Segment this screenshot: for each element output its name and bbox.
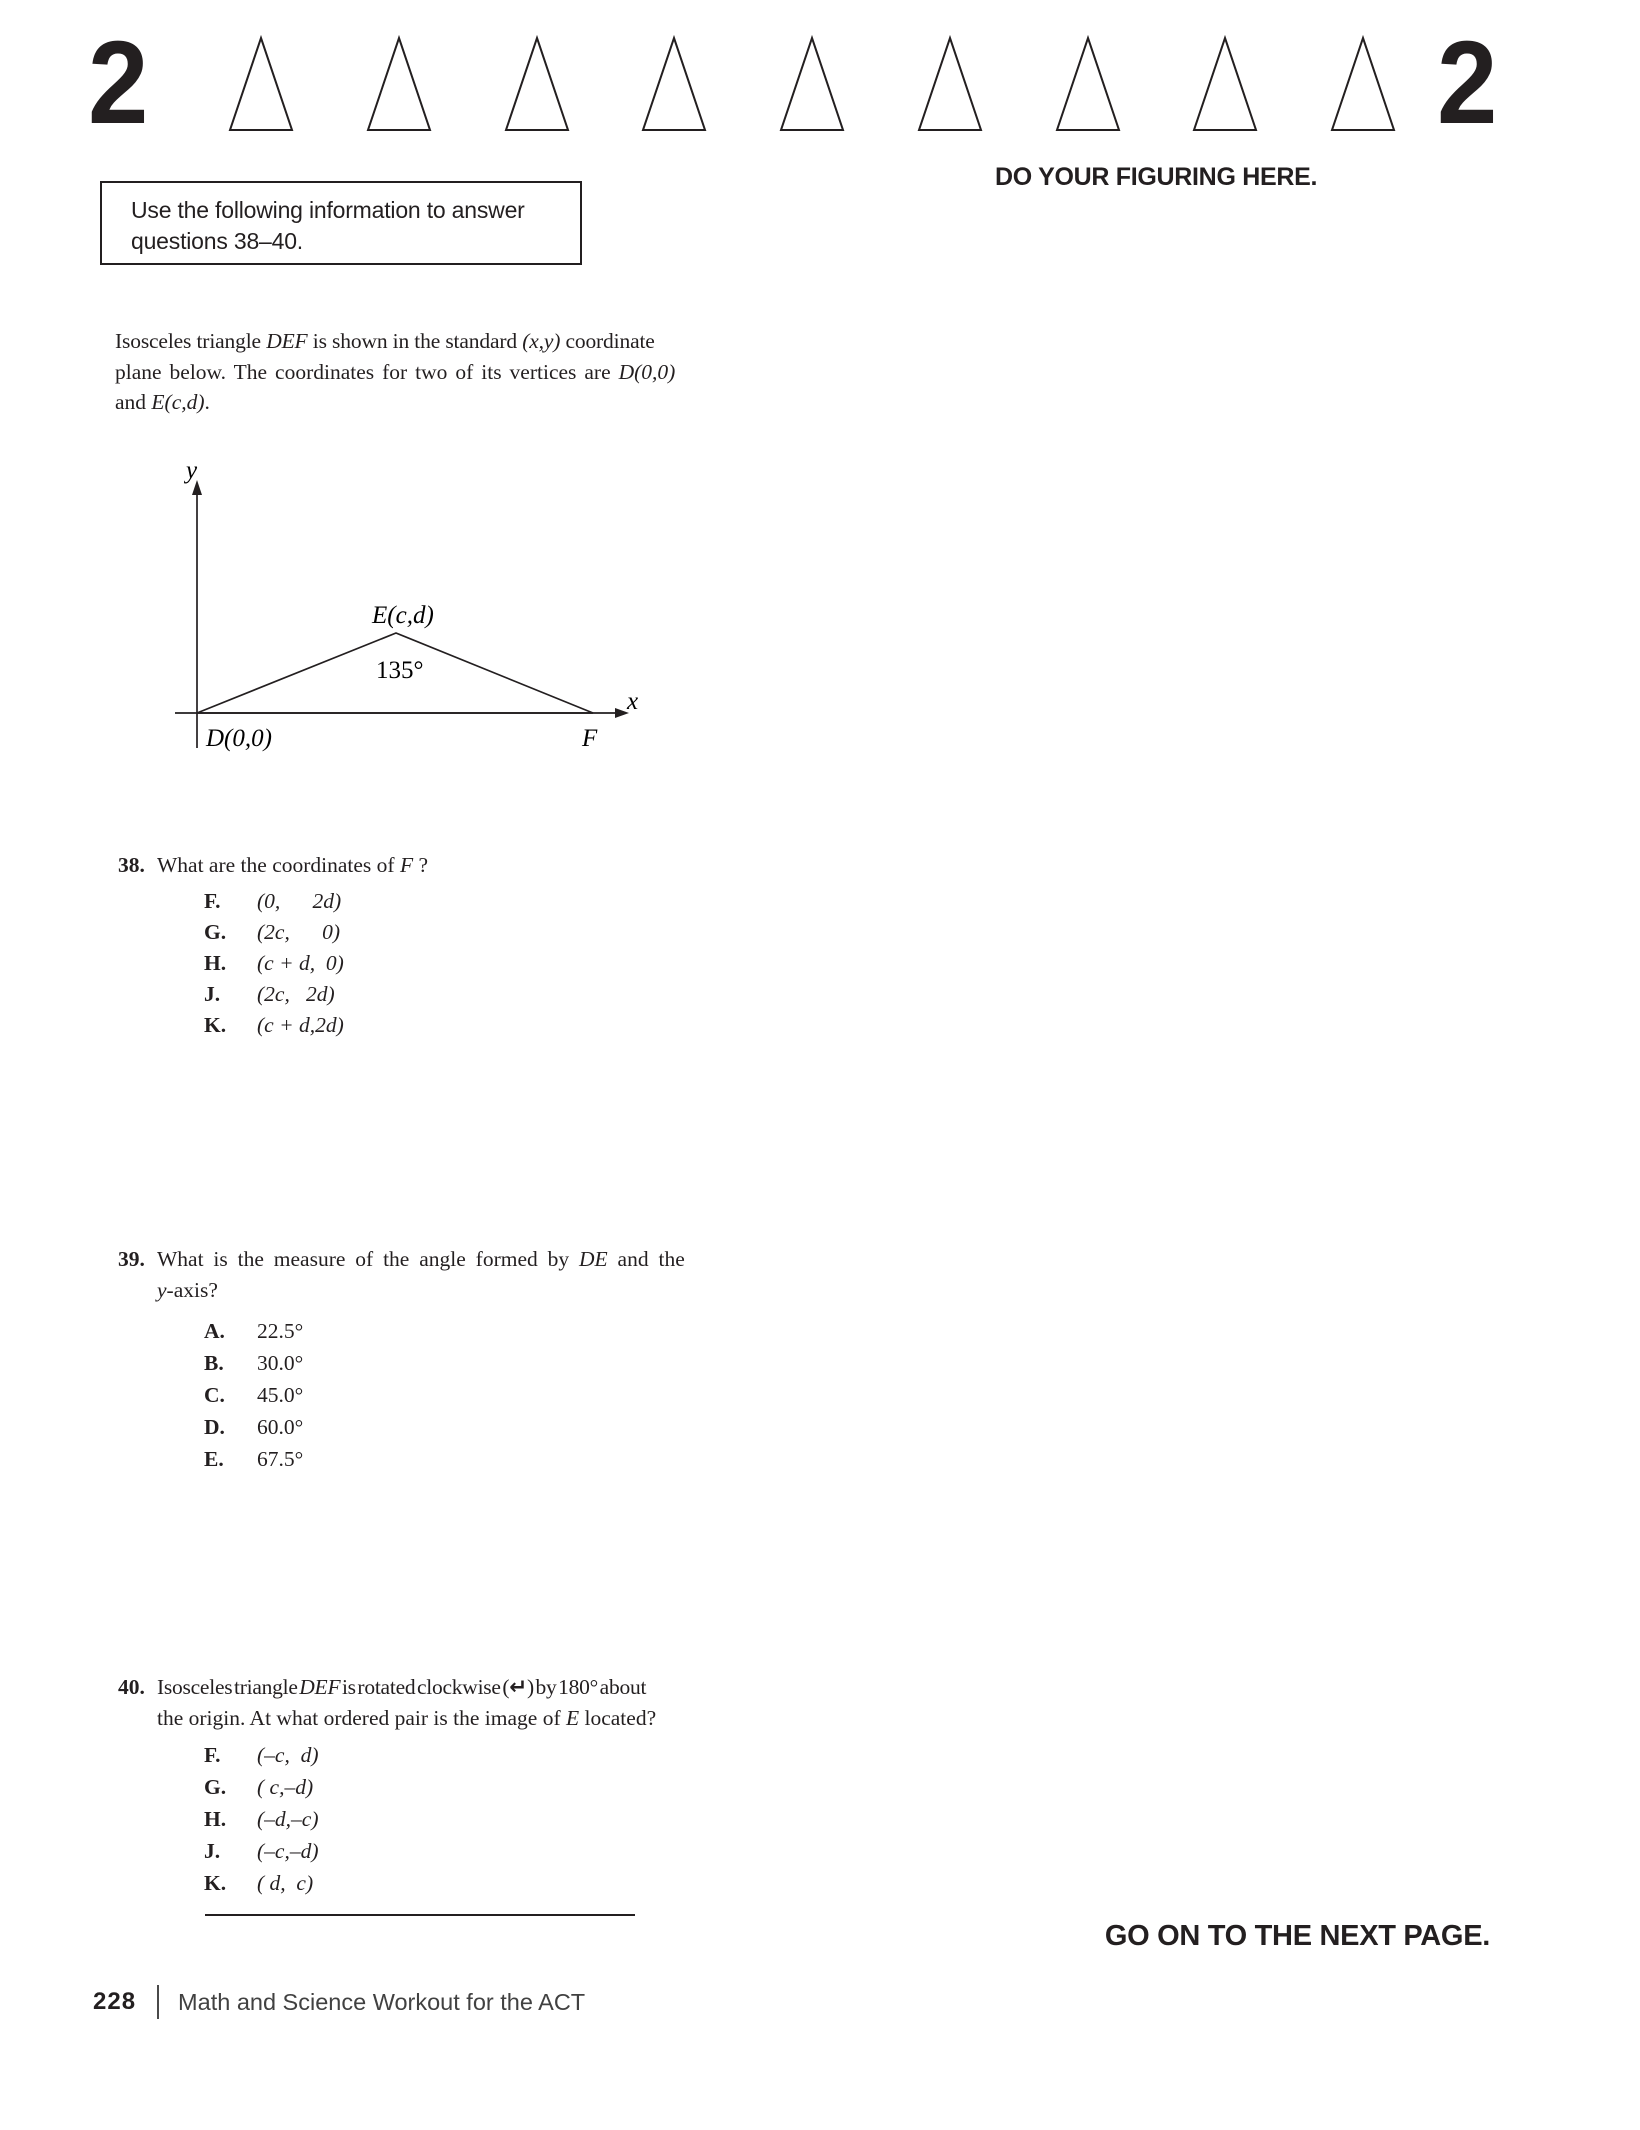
question-number: 38.	[118, 853, 145, 877]
question-text: What are the coordinates of	[157, 853, 400, 877]
answer-option	[157, 1411, 678, 1443]
option-letter: J.	[204, 1839, 221, 1863]
question-number: 40.	[118, 1675, 145, 1699]
angle-label: 135°	[376, 657, 424, 684]
option-letter: J.	[204, 982, 221, 1006]
option-letter: F.	[204, 889, 221, 913]
question-text: DEF	[299, 1675, 341, 1699]
answer-options	[157, 886, 678, 1041]
answer-option	[157, 1010, 678, 1041]
triangle-icon	[1192, 35, 1258, 132]
triangle-icon	[917, 35, 983, 132]
question-text: is rotated clockwise (	[340, 1675, 510, 1699]
question-text: ) by 180° about	[527, 1675, 647, 1699]
intro-text: DEF	[266, 329, 308, 353]
question-39	[118, 1244, 685, 1475]
section-divider-rule	[205, 1914, 635, 1916]
answer-option	[157, 886, 678, 917]
option-value: (–d,–c)	[257, 1807, 319, 1831]
option-letter: C.	[204, 1383, 225, 1407]
go-on-note: GO ON TO THE NEXT PAGE.	[1104, 1920, 1490, 1952]
option-value: ( c,–d)	[257, 1775, 314, 1799]
answer-option	[157, 1867, 698, 1899]
option-letter: A.	[204, 1319, 225, 1343]
option-value: (c + d,2d)	[257, 1013, 344, 1037]
option-value: (c + d, 0)	[257, 951, 344, 975]
question-text: and the	[607, 1247, 685, 1271]
question-text: located?	[579, 1706, 657, 1730]
intro-text: and	[115, 390, 152, 414]
option-value: ( d, c)	[257, 1871, 314, 1895]
triangle-icon	[1055, 35, 1121, 132]
option-value: 60.0°	[257, 1415, 304, 1439]
intro-text: E(c,d)	[151, 390, 205, 414]
intro-text: coordinate	[560, 329, 655, 353]
figuring-note: DO YOUR FIGURING HERE.	[995, 163, 1318, 191]
option-letter: E.	[204, 1447, 224, 1471]
option-value: (–c,–d)	[257, 1839, 319, 1863]
option-letter: G.	[204, 920, 227, 944]
option-letter: F.	[204, 1743, 221, 1767]
option-letter: D.	[204, 1415, 225, 1439]
intro-text: .	[204, 390, 210, 414]
vertex-f-label: F	[582, 725, 598, 752]
x-axis-label: x	[627, 688, 639, 715]
triangle-icon	[641, 35, 707, 132]
book-title: Math and Science Workout for the ACT	[178, 1988, 586, 2015]
triangle-icon	[504, 35, 570, 132]
option-letter: H.	[204, 951, 227, 975]
option-letter: H.	[204, 1807, 227, 1831]
option-letter: K.	[204, 1871, 227, 1895]
option-letter: G.	[204, 1775, 227, 1799]
option-letter: K.	[204, 1013, 227, 1037]
answer-option	[157, 979, 678, 1010]
vertex-e-label: E(c,d)	[372, 602, 434, 629]
section-number-right: 2	[1437, 17, 1494, 149]
answer-option	[157, 1379, 678, 1411]
intro-paragraph	[115, 326, 675, 418]
intro-text: Isosceles triangle	[115, 329, 267, 353]
answer-options	[157, 1739, 698, 1899]
clockwise-rotation-icon: ↵	[509, 1675, 528, 1700]
header-triangle-row	[228, 33, 1396, 132]
intro-text: plane below. The coordinates for two of its vertices are	[115, 359, 619, 384]
option-value: 45.0°	[257, 1383, 304, 1407]
intro-text: (x,y)	[522, 329, 561, 353]
answer-option	[157, 1347, 678, 1379]
question-40	[118, 1672, 698, 1899]
answer-option	[157, 1771, 698, 1803]
option-value: (2c, 2d)	[257, 982, 335, 1006]
question-text: DE	[579, 1247, 608, 1271]
option-value: (–c, d)	[257, 1743, 319, 1767]
intro-text: is shown in the standard	[307, 329, 523, 353]
answer-option	[157, 948, 678, 979]
question-38	[118, 850, 678, 1041]
question-text: Isosceles triangle	[157, 1675, 300, 1699]
answer-option	[157, 1835, 698, 1867]
option-value: 22.5°	[257, 1319, 304, 1343]
triangle-icon	[779, 35, 845, 132]
option-letter: B.	[204, 1351, 224, 1375]
answer-option	[157, 1803, 698, 1835]
answer-option	[157, 1443, 678, 1475]
answer-option	[157, 1315, 678, 1347]
question-text: the origin. At what ordered pair is the image of	[157, 1706, 566, 1730]
info-box-line2: questions 38–40.	[131, 228, 303, 254]
answer-option	[157, 917, 678, 948]
question-text: What is the measure of the angle formed by	[157, 1247, 579, 1271]
footer-divider	[157, 1985, 159, 2019]
triangle-icon	[1330, 35, 1396, 132]
option-value: 30.0°	[257, 1351, 304, 1375]
page-footer	[93, 1984, 585, 2020]
question-number: 39.	[118, 1247, 145, 1271]
section-number-left: 2	[88, 17, 145, 149]
question-text: F	[399, 853, 414, 877]
option-value: 67.5°	[257, 1447, 304, 1471]
info-box-line1: Use the following information to answer	[131, 197, 525, 223]
page-number: 228	[93, 1988, 137, 2015]
vertex-d-label: D(0,0)	[206, 725, 272, 752]
question-text: E	[565, 1706, 580, 1730]
coordinate-plane-figure	[120, 440, 700, 770]
question-text: ?	[413, 853, 429, 877]
option-value: (0, 2d)	[257, 889, 342, 913]
triangle-icon	[228, 35, 294, 132]
answer-options	[157, 1315, 678, 1475]
answer-option	[157, 1739, 698, 1771]
intro-text: D(0,0)	[618, 359, 676, 384]
triangle-icon	[366, 35, 432, 132]
y-axis-label: y	[186, 457, 198, 484]
question-text: -axis?	[166, 1278, 218, 1302]
option-value: (2c, 0)	[257, 920, 340, 944]
info-box	[100, 181, 582, 265]
question-text: y	[157, 1278, 167, 1302]
